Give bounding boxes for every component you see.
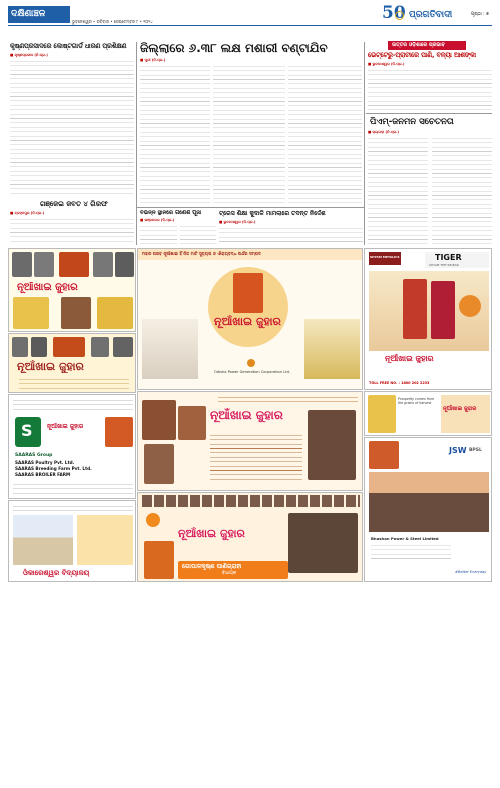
leader-role: ବିଧାୟକ <box>222 571 237 576</box>
leader-name: ଗୋପାଳକୃଷ୍ଣ ପାଣିଗ୍ରାହୀ <box>182 563 242 570</box>
story7-body-1 <box>368 135 428 245</box>
story5-body-2 <box>180 223 216 245</box>
page-number: ପୃଷ୍ଠା : ୭ <box>471 12 489 17</box>
portrait-photo <box>12 252 32 277</box>
story6-byline: ■ ଭୁବନେଶ୍ୱର (ନି.ପ୍ର.) <box>219 220 256 224</box>
quote-text: Prosperity comes from the grains of harvest <box>398 397 435 406</box>
jsw-tagline: #Better Everyday <box>455 570 487 574</box>
story4-headline: ଗଞ୍ଜେଇ ଜବତ ୪ ଗିରଫ <box>40 200 108 208</box>
masthead-rule <box>8 25 492 26</box>
ad-title: ନୂଆଁଖାଇ ଜୁହାର <box>385 353 434 363</box>
ad-details <box>19 376 129 392</box>
ad-title: ନୂଆଁଖାଇ ଜୁହାର <box>210 408 283 422</box>
school-ad <box>8 500 136 582</box>
nuakhai-mini-banner <box>77 515 133 565</box>
masthead <box>8 3 492 38</box>
ad-header-text <box>218 394 358 406</box>
story1-byline: ■ କୃଷ୍ଣପ୍ରସାଦ (ନି.ପ୍ର.) <box>10 53 48 57</box>
ad-header-text <box>13 397 133 413</box>
story3-byline: ■ ଭୁବନେଶ୍ୱର (ନି.ପ୍ର.) <box>368 62 405 66</box>
story3-headline: ଭେଟ୍ଟେରୁ-ପ୍ରାଚୀରେ ପାଣି, ବନ୍ୟା ଆଶଙ୍କା <box>368 52 477 59</box>
deity-image <box>233 273 263 313</box>
nuakhai-badge <box>441 395 490 433</box>
shyam-metalics-ad <box>364 248 492 390</box>
saaras-company-1: SAARAS Poultry Pvt. Ltd. <box>15 460 75 465</box>
ad-title: ନୂଆଁଖାଇ ଜୁହାର <box>443 406 477 412</box>
portrait-photo <box>91 337 109 357</box>
portrait-photo <box>93 252 113 277</box>
jsw-company-name: Bhushan Power & Steel Limited <box>371 536 439 541</box>
divider <box>137 207 364 208</box>
story3-kicker: ଉତ୍ତର ଓଡ଼ିଶାରେ ପ୍ରଭାବ <box>392 42 445 48</box>
political-greeting-ad-top <box>137 391 363 491</box>
political-greeting-ad-bottom <box>137 492 363 582</box>
section-title: ଦକ୍ଷିଣାଞ୍ଚଳ <box>11 9 46 19</box>
saaras-group-ad <box>8 394 136 499</box>
power-plant-illustration <box>142 319 198 379</box>
paddy-illustration <box>304 319 360 379</box>
portrait-photo <box>12 337 28 357</box>
bjp-lotus-icon <box>146 513 160 527</box>
saaras-company-2: SAARAS Breeding Farm Pvt. Ltd. <box>15 466 92 471</box>
story6-body <box>219 225 363 245</box>
paddy-illustration <box>97 297 133 329</box>
story2-col2 <box>213 63 285 205</box>
opgc-logo-icon <box>247 359 255 367</box>
story7-byline: ■ ରାୟଗଡ଼ା (ନି.ପ୍ର.) <box>368 130 400 134</box>
divider <box>364 42 365 245</box>
story3-body <box>368 67 492 112</box>
shyam-brand: SHYAM METALICS <box>370 255 400 259</box>
portrait-photo <box>288 513 358 573</box>
ad-title: ନୂଆଁଖାଇ ଜୁହାର <box>17 282 78 293</box>
jsw-address <box>371 542 451 560</box>
ad-title: ନୂଆଁଖାଇ ଜୁହାର <box>178 527 245 540</box>
opgc-banner-text: ମହାନ ପରବ ନୂଆଁଖାଇ ହିଁ ନିଜ ମାଟି ସୁବ୍ୟତା ଓ ଐକ୍ୟବଦ୍ଧ ଅର୍ଥର ସମ୍ପଦ <box>142 251 261 256</box>
tiger-subbrand: SHYAM TMT RE-BAR <box>429 263 459 267</box>
story7-body-2 <box>432 135 492 245</box>
story2-headline: ଜିଲ୍ଲାରେ ୬.୩୮ ଲକ୍ଷ ମଶାରୀ ବଣ୍ଟାଯିବ <box>140 41 328 55</box>
anniversary-logo: 50 <box>382 3 406 23</box>
saaras-group-name: SAARAS Group <box>15 453 53 458</box>
jsw-bpsl-ad <box>364 437 492 582</box>
jsw-logo: JSW <box>449 446 467 455</box>
opgc-company-name: Odisha Power Generation Corporation Ltd. <box>213 370 290 374</box>
portrait-photo <box>34 252 54 277</box>
tiger-brand: TIGER <box>435 253 462 262</box>
jsw-subbrand: BPSL <box>469 448 482 453</box>
school-name: ଓଁକାରେଶ୍ୱର ବିଦ୍ୟାଳୟ <box>23 569 90 577</box>
ad-footer-text <box>13 481 133 497</box>
portrait-photo <box>178 406 206 440</box>
portrait-photo <box>113 337 133 357</box>
deity-image <box>105 417 133 447</box>
story5-body-1 <box>140 223 177 245</box>
deity-image <box>144 541 174 579</box>
saaras-company-3: SAARAS BROILER FARM <box>15 472 71 477</box>
portrait-photo <box>142 400 176 440</box>
ad-title: ନୂଆଁଖାଇ ଜୁହାର <box>214 315 281 328</box>
portrait-photo <box>31 337 47 357</box>
saaras-logo-s: S <box>21 421 33 440</box>
deity-image <box>53 337 85 357</box>
ad-body-text <box>210 432 302 480</box>
steel-plant-photo <box>369 472 489 532</box>
nuakhai-greeting-ad-left <box>8 248 136 332</box>
story1-body <box>10 58 134 195</box>
deity-image <box>369 441 399 469</box>
divider <box>136 42 137 245</box>
portrait-photo <box>308 410 356 480</box>
story4-byline: ■ ବ୍ରହ୍ମପୁର (ନି.ପ୍ର.) <box>10 211 45 215</box>
dancer-figure <box>431 281 455 339</box>
flower-decoration <box>459 295 481 317</box>
ad-title: ନୂଆଁଖାଇ ଜୁହାର <box>47 423 84 430</box>
leader-photos-strip <box>142 495 360 507</box>
dateline: ଭୁବନେଶ୍ୱର • ରବିବାର • ସେପ୍ଟେମ୍ବର ୮ • ୨୦୨୪ <box>72 19 153 24</box>
paddy-illustration <box>13 297 49 329</box>
story1-headline: କୃଷ୍ଣପ୍ରସାଦରେ କୋଷ୍ଟଗାର୍ଡ ଧାରଣ ପ୍ରଶିକ୍ଷଣ <box>10 43 127 50</box>
story4-body <box>10 216 134 243</box>
deity-image <box>59 252 89 277</box>
portrait-photo <box>144 444 174 484</box>
divider <box>366 113 492 114</box>
story6-headline: ଟ୍ରେସ ଶିକ୍ଷା କୁଦାଳି ମାମଲାରେ ତଦନ୍ତ ନିର୍ଦ୍ଦେଶ <box>219 210 326 217</box>
story5-headline: ବିଭିନ୍ନ ସ୍ଥାନରେ ଗଣେଶ ପୂଜା <box>140 210 202 216</box>
quote-nuakhai-ad <box>364 391 492 436</box>
story7-headline: ପିଏମ୍-ଜନମନ ସଚେତନତା <box>370 117 454 127</box>
story2-col3 <box>288 63 362 205</box>
story5-byline: ■ ଭଞ୍ଜନଗର (ନି.ପ୍ର.) <box>140 218 175 222</box>
ad-title: ନୂଆଁଖାଇ ଜୁହାର <box>17 360 84 373</box>
paddy-illustration <box>368 395 396 433</box>
story2-byline: ■ ପୁରୀ (ନି.ପ୍ର.) <box>140 58 166 62</box>
portrait-photo <box>61 297 91 329</box>
tiger-tollfree: TOLL FREE NO. : 1800 202 2233 <box>369 381 430 385</box>
ad-header-text <box>13 503 133 513</box>
school-building-photo <box>13 515 73 565</box>
portrait-photo <box>115 252 134 277</box>
dancer-figure <box>403 279 427 339</box>
story2-col1 <box>140 63 210 205</box>
brand-logo: ପ୍ରଗତିବାଦୀ <box>409 10 453 20</box>
opgc-ad <box>137 248 363 390</box>
anniversary-ring-icon <box>395 11 404 20</box>
nuakhai-greeting-ad-mid-left <box>8 333 136 393</box>
